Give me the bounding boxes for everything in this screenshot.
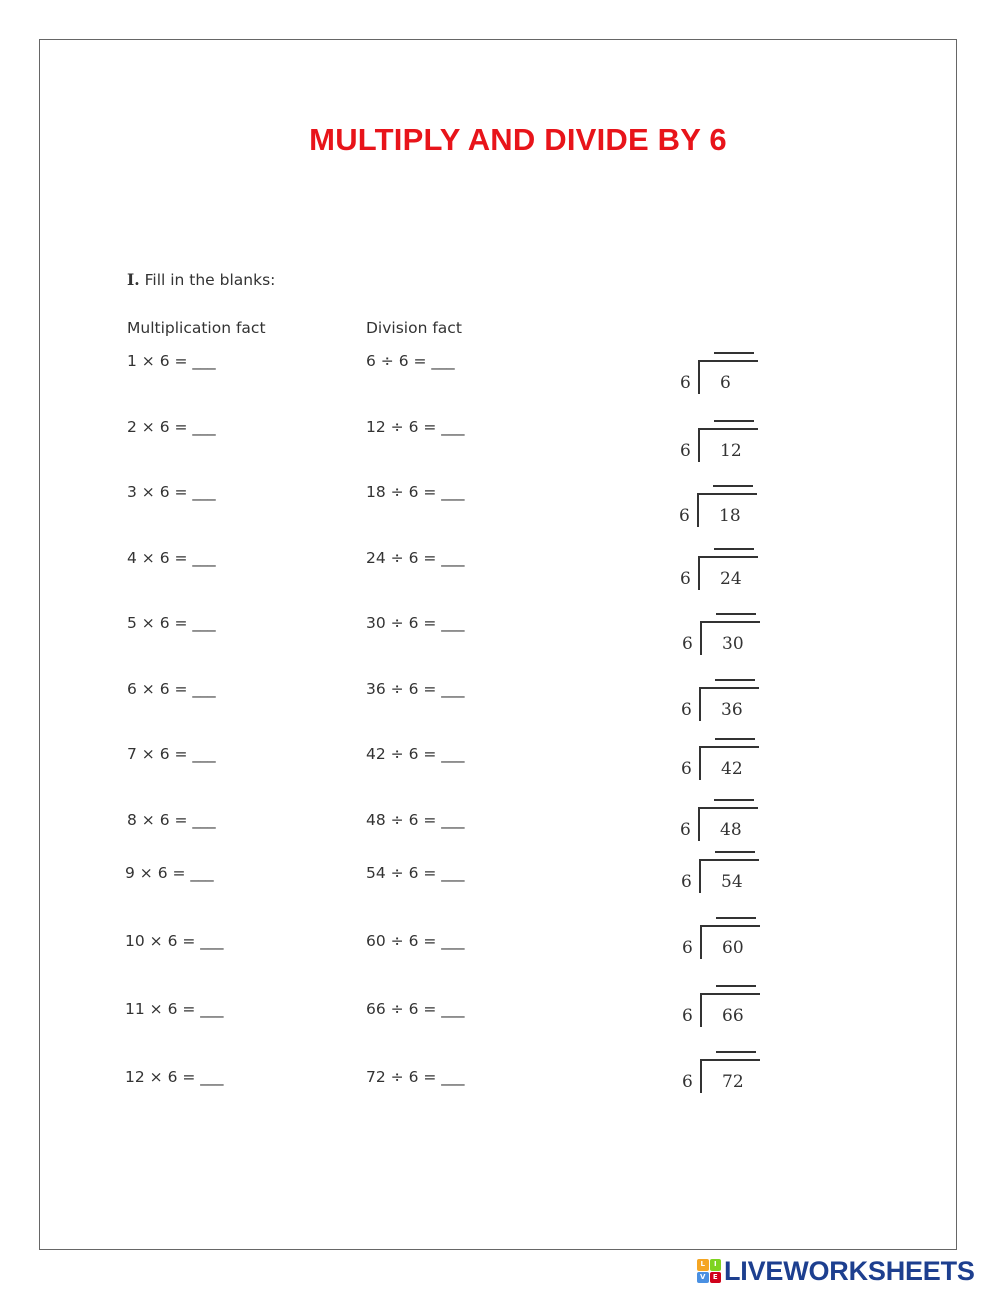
division-fact[interactable]: 66 ÷ 6 = ___ [366,1000,465,1018]
division-fact[interactable]: 48 ÷ 6 = ___ [366,811,465,829]
quotient-bar[interactable] [716,917,756,919]
quotient-bar[interactable] [714,548,754,550]
quotient-bar[interactable] [716,1051,756,1053]
multiplication-fact[interactable]: 1 × 6 = ___ [127,352,216,370]
multiplication-fact[interactable]: 8 × 6 = ___ [127,811,216,829]
divisor: 6 [681,872,692,892]
dividend: 24 [720,569,742,589]
multiplication-fact[interactable]: 11 × 6 = ___ [125,1000,224,1018]
liveworksheets-logo[interactable] [697,1256,975,1286]
multiplication-fact[interactable]: 4 × 6 = ___ [127,549,216,567]
long-division [679,485,769,529]
multiplication-fact[interactable]: 6 × 6 = ___ [127,680,216,698]
divisor: 6 [680,569,691,589]
quotient-bar[interactable] [716,985,756,987]
division-fact[interactable]: 18 ÷ 6 = ___ [366,483,465,501]
quotient-bar[interactable] [715,738,755,740]
division-fact[interactable]: 54 ÷ 6 = ___ [366,864,465,882]
multiplication-fact[interactable]: 3 × 6 = ___ [127,483,216,501]
quotient-bar[interactable] [713,485,753,487]
dividend: 72 [722,1072,744,1092]
multiplication-fact[interactable]: 12 × 6 = ___ [125,1068,224,1086]
division-fact[interactable]: 72 ÷ 6 = ___ [366,1068,465,1086]
dividend: 18 [719,506,741,526]
dividend: 36 [721,700,743,720]
page-title: MULTIPLY AND DIVIDE BY 6 [309,122,727,157]
long-division [682,917,772,961]
divisor: 6 [682,634,693,654]
division-fact[interactable]: 6 ÷ 6 = ___ [366,352,455,370]
long-division [682,1051,772,1095]
instruction [127,270,275,289]
multiplication-fact[interactable]: 10 × 6 = ___ [125,932,224,950]
long-division [682,613,772,657]
divisor: 6 [682,1072,693,1092]
long-division [680,799,770,843]
long-division [680,352,770,396]
logo-text: LIVEWORKSHEETS [724,1255,975,1286]
division-fact[interactable]: 60 ÷ 6 = ___ [366,932,465,950]
instruction-number: I. [127,270,140,289]
multiplication-fact[interactable]: 2 × 6 = ___ [127,418,216,436]
logo-icon-letter: I [710,1259,722,1271]
multiplication-fact[interactable]: 5 × 6 = ___ [127,614,216,632]
instruction-text: Fill in the blanks: [144,271,276,289]
dividend: 54 [721,872,743,892]
long-division [681,738,771,782]
dividend: 66 [722,1006,744,1026]
logo-icon-letter: E [710,1272,722,1284]
multiplication-fact[interactable]: 7 × 6 = ___ [127,745,216,763]
quotient-bar[interactable] [715,679,755,681]
long-division [681,679,771,723]
divisor: 6 [682,938,693,958]
dividend: 60 [722,938,744,958]
divisor: 6 [682,1006,693,1026]
quotient-bar[interactable] [714,799,754,801]
logo-icon [697,1259,721,1283]
divisor: 6 [680,820,691,840]
quotient-bar[interactable] [716,613,756,615]
dividend: 30 [722,634,744,654]
divisor: 6 [680,373,691,393]
division-fact[interactable]: 30 ÷ 6 = ___ [366,614,465,632]
divisor: 6 [679,506,690,526]
dividend: 48 [720,820,742,840]
division-fact[interactable]: 36 ÷ 6 = ___ [366,680,465,698]
long-division [680,548,770,592]
dividend: 12 [720,441,742,461]
division-fact[interactable]: 12 ÷ 6 = ___ [366,418,465,436]
dividend: 6 [720,373,731,393]
division-fact[interactable]: 24 ÷ 6 = ___ [366,549,465,567]
quotient-bar[interactable] [714,352,754,354]
long-division [682,985,772,1029]
division-fact[interactable]: 42 ÷ 6 = ___ [366,745,465,763]
multiplication-fact[interactable]: 9 × 6 = ___ [125,864,214,882]
long-division [681,851,771,895]
multiplication-column-header: Multiplication fact [127,319,266,337]
divisor: 6 [681,700,692,720]
division-column-header: Division fact [366,319,462,337]
logo-icon-letter: V [697,1272,709,1284]
quotient-bar[interactable] [714,420,754,422]
quotient-bar[interactable] [715,851,755,853]
dividend: 42 [721,759,743,779]
long-division [680,420,770,464]
divisor: 6 [681,759,692,779]
logo-icon-letter: L [697,1259,709,1271]
divisor: 6 [680,441,691,461]
